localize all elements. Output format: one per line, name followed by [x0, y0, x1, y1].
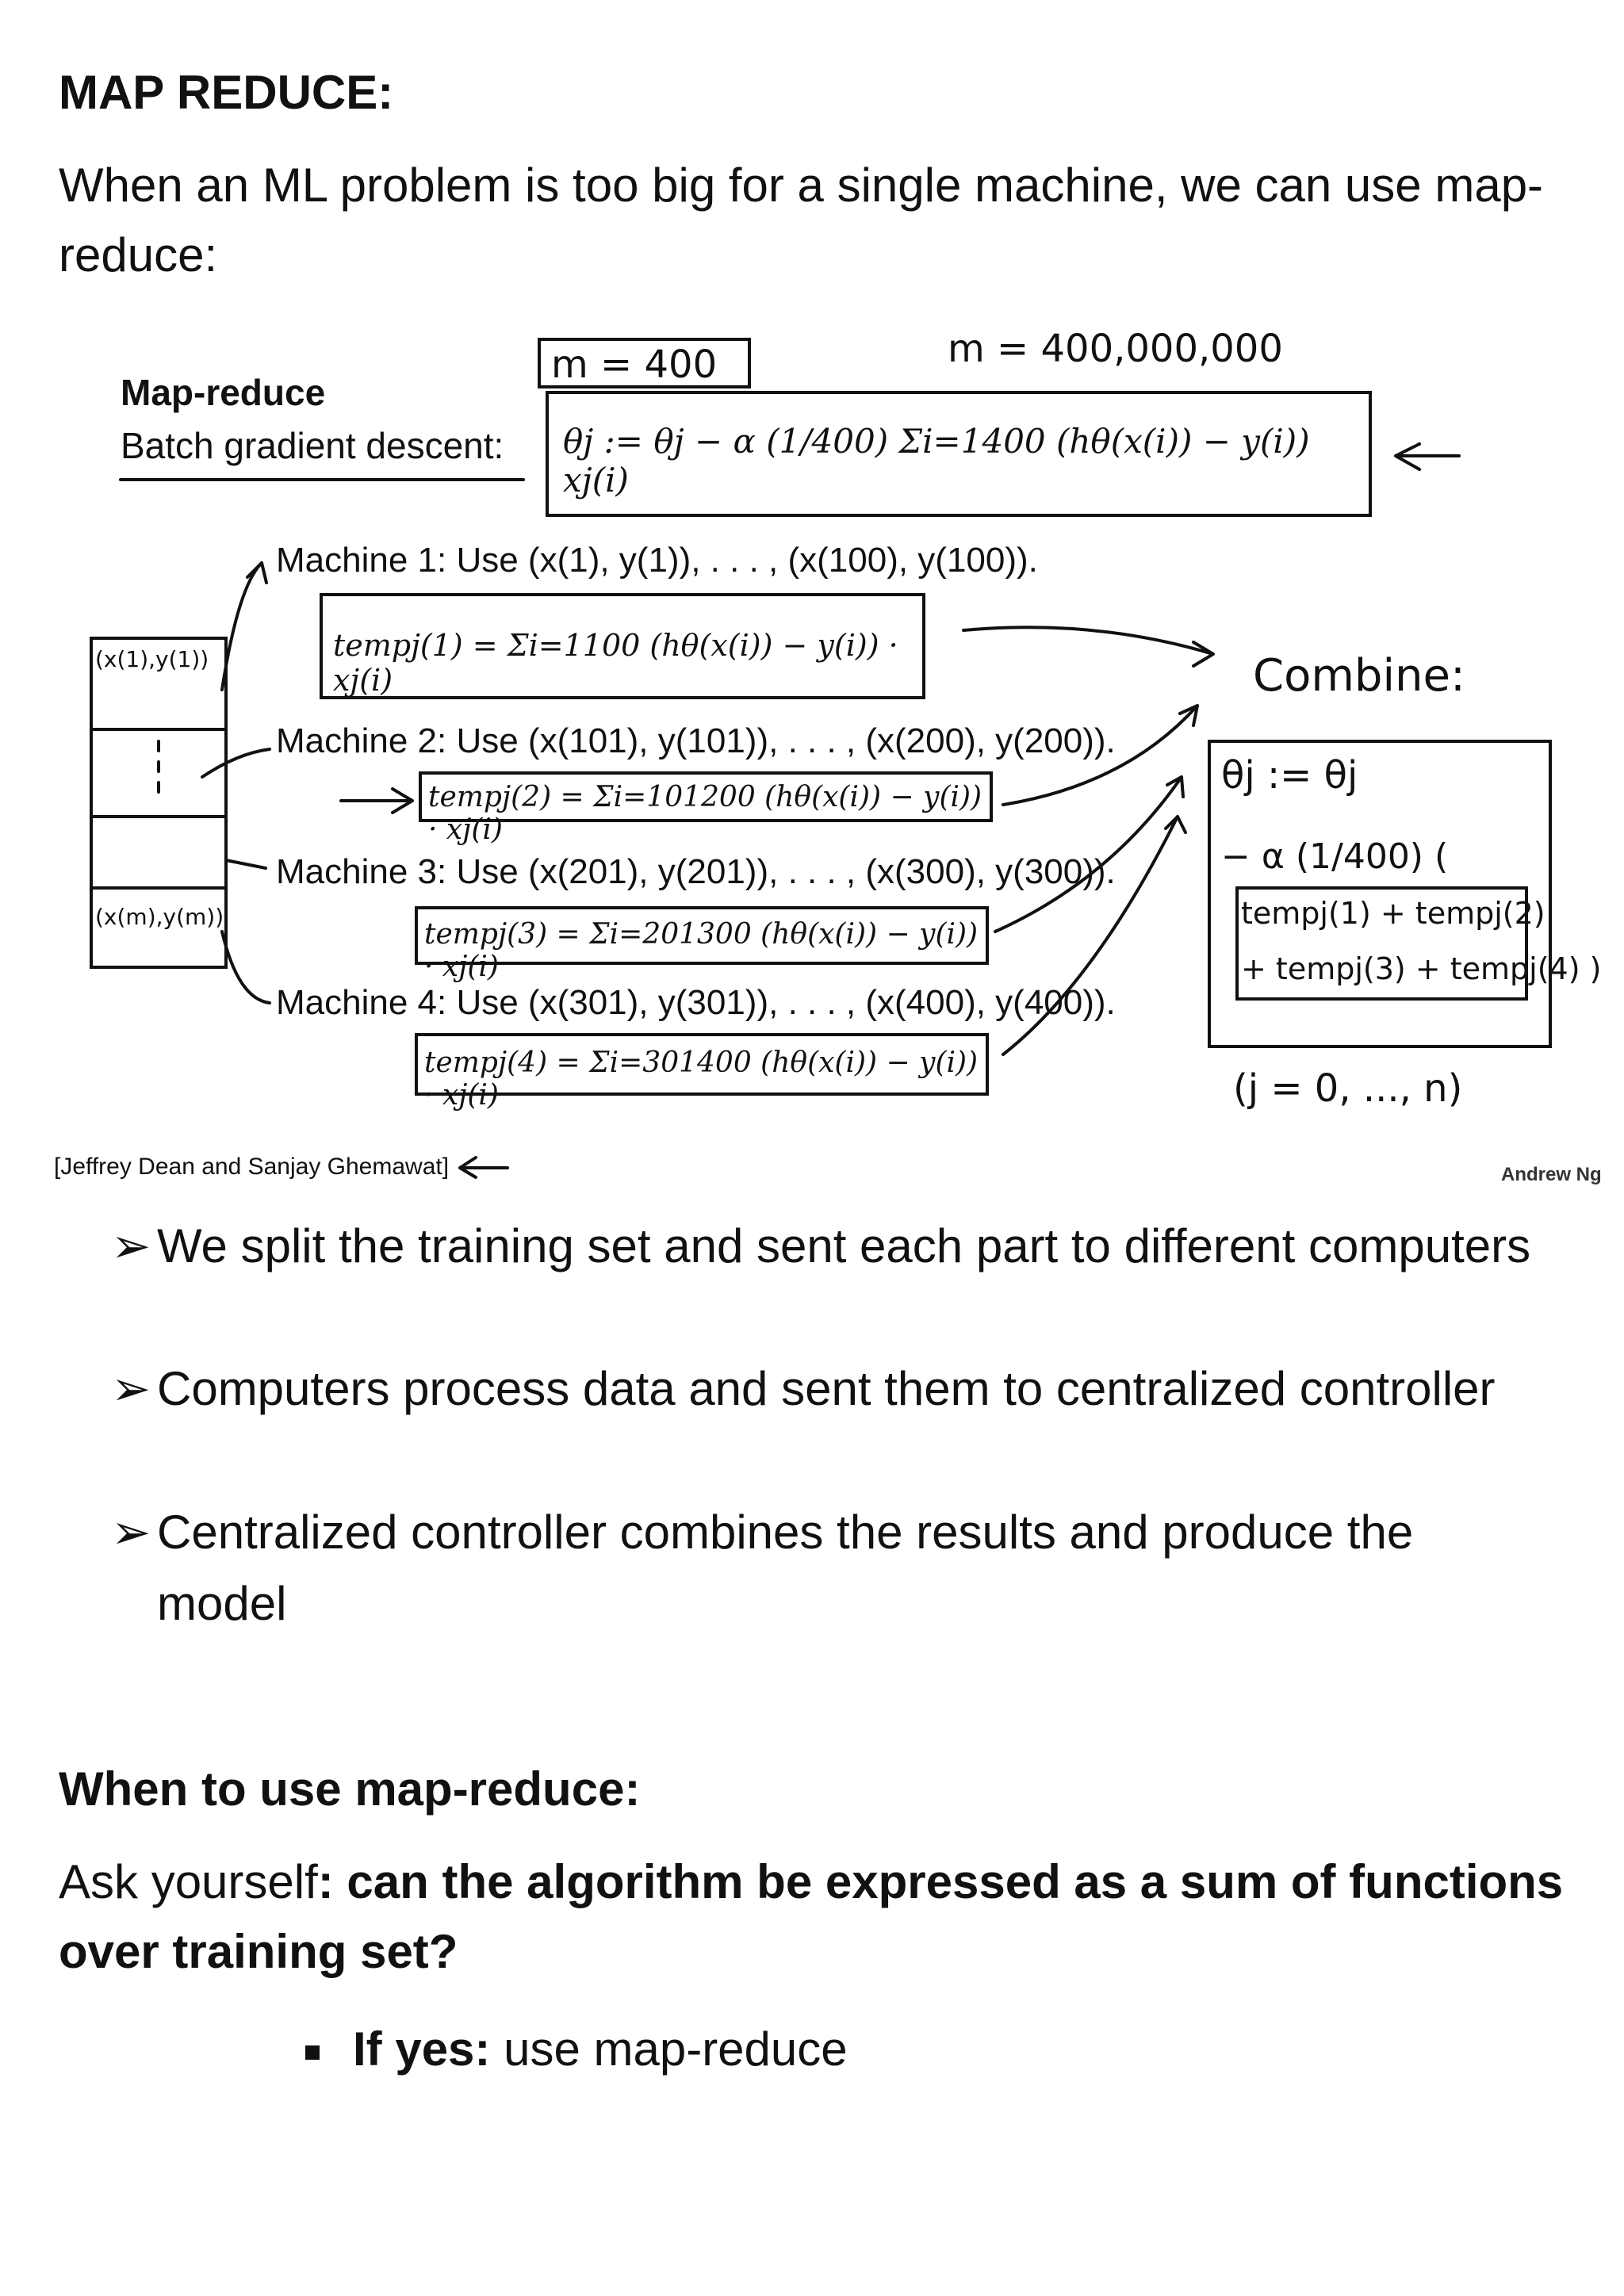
- arrow-to-machine-3: [226, 860, 266, 868]
- machine-1-label: Machine 1: Use (x(1), y(1)), . . . , (x(100), y(100)).: [276, 541, 1038, 580]
- combine-line-2: − α (1/400) (: [1221, 836, 1449, 877]
- arrow-bullet-icon: ➢: [111, 1219, 151, 1272]
- intro-paragraph: When an ML problem is too big for a single machine, we can use map-reduce:: [59, 159, 1544, 281]
- arrow-bullet-icon: ➢: [111, 1506, 151, 1559]
- m-small-label: m = 400: [551, 342, 718, 387]
- arrow-to-machine-1: [222, 563, 262, 690]
- machine-2-temp: tempj(2) = Σi=101200 (hθ(x(i)) − y(i)) · xj(i): [428, 781, 982, 846]
- square-bullet-icon: [305, 2045, 320, 2060]
- if-yes-item: If yes: use map-reduce: [305, 2022, 848, 2076]
- machine-1-temp: tempj(1) = Σi=1100 (hθ(x(i)) − y(i)) · xj(i): [333, 628, 898, 698]
- machine-3-label: Machine 3: Use (x(201), y(201)), . . . , (x(300), y(300)).: [276, 852, 1116, 891]
- arrow-temp1-combine: [963, 627, 1213, 666]
- machine-3-temp: tempj(3) = Σi=201300 (hθ(x(i)) − y(i)) · xj(i): [424, 918, 979, 983]
- arrow-to-machine-2: [202, 749, 270, 777]
- page-title: MAP REDUCE:: [59, 66, 394, 119]
- arrow-bullet-icon: ➢: [111, 1362, 151, 1415]
- data-first-example: (x(1),y(1)): [95, 646, 209, 672]
- combine-label: Combine:: [1253, 650, 1465, 702]
- section-heading: When to use map-reduce:: [59, 1762, 641, 1816]
- machine-2-label: Machine 2: Use (x(101), y(101)), . . . , (x(200), y(200)).: [276, 721, 1116, 760]
- m-large-label: m = 400,000,000: [948, 327, 1283, 371]
- combine-line-1: θj := θj: [1221, 753, 1358, 798]
- combine-line-3: tempj(1) + tempj(2): [1241, 896, 1545, 931]
- machine-4-label: Machine 4: Use (x(301), y(301)), . . . , (x(400), y(400)).: [276, 983, 1116, 1022]
- slide-credit: Andrew Ng: [1501, 1164, 1602, 1185]
- citation: [Jeffrey Dean and Sanjay Ghemawat]: [54, 1154, 450, 1180]
- ask-paragraph: Ask yourself: can the algorithm be expressed as a sum of functions over training set?: [59, 1855, 1564, 1978]
- batch-formula: θj := θj − α (1/400) Σi=1400 (hθ(x(i)) − y(i)) xj(i): [563, 422, 1310, 499]
- arrow-to-machine-4: [222, 932, 270, 1003]
- data-last-example: (x(m),y(m)): [95, 904, 224, 930]
- formula-pointer-arrow: [1396, 444, 1459, 469]
- combine-index-range: (j = 0, ..., n): [1233, 1066, 1463, 1111]
- machine-4-temp: tempj(4) = Σi=301400 (hθ(x(i)) − y(i)) · xj(i): [424, 1047, 979, 1112]
- slide-subheading: Batch gradient descent:: [121, 425, 504, 466]
- slide-heading: Map-reduce: [121, 372, 326, 413]
- combine-line-4: + tempj(3) + tempj(4) ): [1241, 951, 1602, 986]
